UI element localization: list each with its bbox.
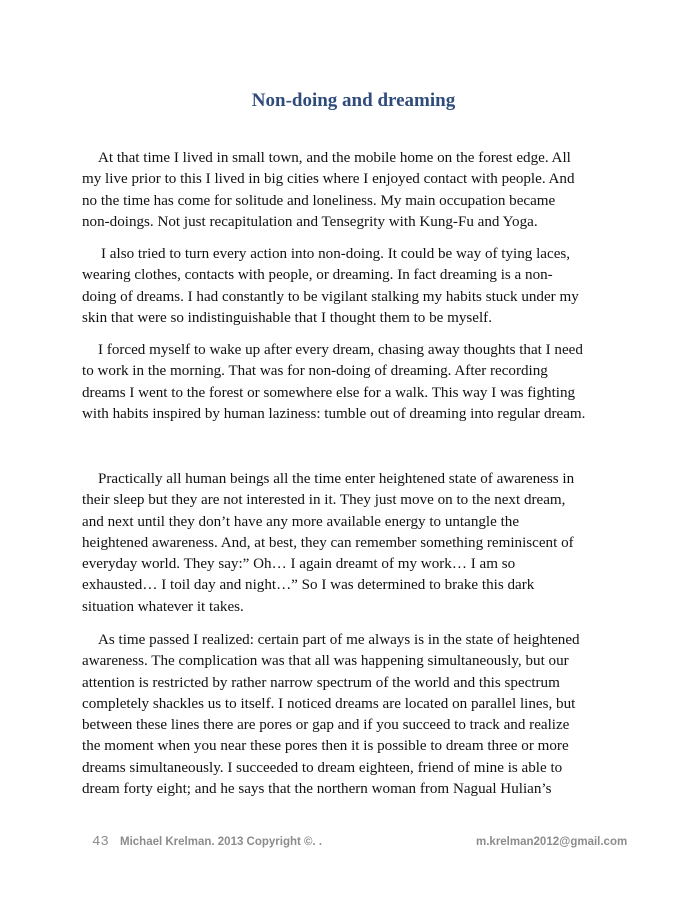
text-line: At that time I lived in small town, and the mobile home on the forest edge. All	[98, 150, 571, 166]
text-line: situation whatever it takes.	[82, 598, 244, 615]
page-title: Non-doing and dreaming	[251, 90, 456, 111]
text-line: between these lines there are pores or gap and if you succeed to track and realize	[82, 717, 570, 734]
page-number: 43	[92, 834, 109, 850]
text-line: skin that were so indistinguishable that I thought them to be myself.	[82, 309, 492, 326]
text-line: their sleep but they are not interested in it. They just move on to the next dream,	[82, 492, 566, 509]
text-line: exhausted… I toil day and night…” So I was determined to brake this dark	[82, 577, 535, 594]
text-line: dreams I went to the forest or somewhere else for a walk. This way I was fighting	[82, 384, 576, 401]
text-line: completely shackles us to itself. I noticed dreams are located on parallel lines, but	[82, 695, 576, 712]
text-line: the moment when you near these pores then it is possible to dream three or more	[82, 738, 569, 755]
text-line: everyday world. They say:” Oh… I again dreamt of my work… I am so	[82, 556, 516, 573]
text-line: I also tried to turn every action into non-doing. It could be way of tying laces,	[101, 246, 571, 262]
paragraph-4	[82, 469, 574, 618]
author-email: m.krelman2012@gmail.com	[476, 836, 628, 848]
text-line: with habits inspired by human laziness: tumble out of dreaming into regular dream.	[82, 405, 586, 422]
page-footer	[0, 834, 699, 852]
paragraph-3	[82, 340, 585, 425]
text-line: no the time has come for solitude and loneliness. My main occupation became	[82, 192, 556, 209]
text-line: heightened awareness. And, at best, they can remember something reminiscent of	[82, 534, 574, 551]
text-line: non-doings. Not just recapitulation and Tensegrity with Kung-Fu and Yoga.	[82, 213, 538, 230]
text-line: my live prior to this I lived in big cities where I enjoyed contact with people. And	[82, 171, 575, 188]
text-line: awareness. The complication was that all was happening simultaneously, but our	[82, 653, 569, 670]
paragraph-2	[82, 244, 579, 329]
text-line: I forced myself to wake up after every dream, chasing away thoughts that I need	[98, 342, 583, 358]
text-line: dreams simultaneously. I succeeded to dream eighteen, friend of mine is able to	[82, 759, 563, 776]
text-line: doing of dreams. I had constantly to be vigilant stalking my habits stuck under my	[82, 288, 579, 305]
text-line: dream forty eight; and he says that the northern woman from Nagual Hulian’s	[82, 781, 552, 798]
text-line: to work in the morning. That was for non-doing of dreaming. After recording	[82, 363, 548, 380]
text-line: and next until they don’t have any more available energy to untangle the	[82, 513, 520, 530]
paragraph-1	[82, 148, 575, 233]
copyright-notice: Michael Krelman. 2013 Copyright ©. .	[120, 836, 323, 848]
text-line: As time passed I realized: certain part of me always is in the state of heightened	[98, 632, 580, 648]
text-line: wearing clothes, contacts with people, or dreaming. In fact dreaming is a non-	[82, 267, 553, 284]
text-line: attention is restricted by rather narrow spectrum of the world and this spectrum	[82, 674, 560, 691]
paragraph-5	[82, 630, 580, 800]
text-line: Practically all human beings all the time enter heightened state of awareness in	[98, 471, 575, 487]
